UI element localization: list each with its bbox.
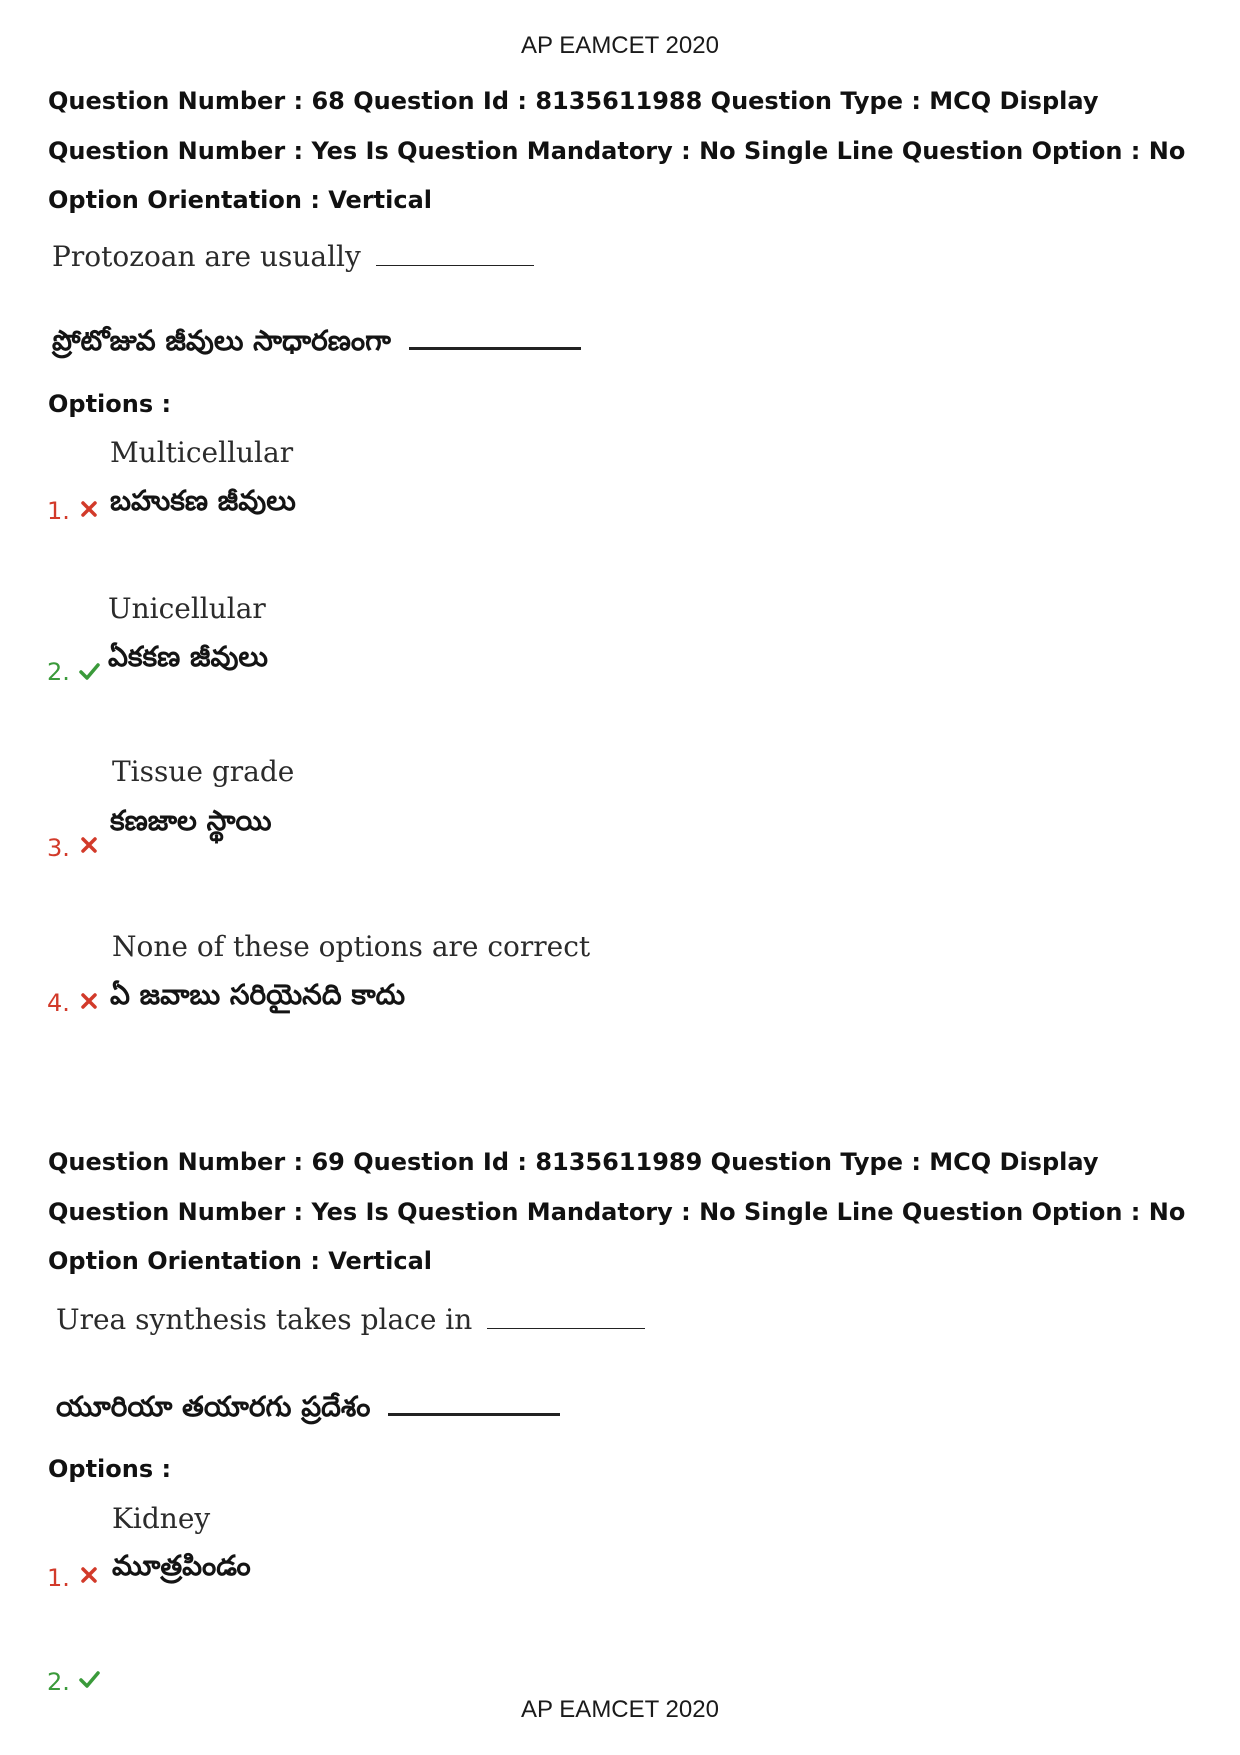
option-text-en: None of these options are correct bbox=[112, 930, 591, 963]
question-meta: Question Number : 68 Question Id : 8135611988 Question Type : MCQ Display Question Number : Yes Is Question Mandatory : No Single Line Question Option : No Option Orientation : Vertical bbox=[48, 87, 1186, 214]
question-text-te-label: ప్రోటోజువ జీవులు సాధారణంగా bbox=[52, 324, 391, 357]
question-meta: Question Number : 69 Question Id : 8135611989 Question Type : MCQ Display Question Number : Yes Is Question Mandatory : No Single Line Question Option : No Option Orientation : Vertical bbox=[48, 1148, 1186, 1275]
option-text-te: బహుకణ జీవులు bbox=[110, 484, 296, 517]
page-footer: AP EAMCET 2020 bbox=[521, 1696, 719, 1723]
option-number: 3. bbox=[47, 834, 70, 862]
option-number: 1. bbox=[47, 497, 70, 525]
question-text-en-label: Protozoan are usually bbox=[52, 240, 361, 273]
option-text-te: ఏ జవాబు సరియైనది కాదు bbox=[110, 978, 406, 1011]
option-text-en: Unicellular bbox=[108, 592, 266, 625]
question-text-te bbox=[52, 324, 581, 364]
option-text-te: మూత్రపిండం bbox=[112, 1549, 251, 1582]
question-text-en bbox=[56, 1303, 645, 1336]
check-icon bbox=[78, 660, 100, 682]
question-text-te-label: యూరియా తయారగు ప్రదేశం bbox=[56, 1390, 371, 1423]
question-text-en-label: Urea synthesis takes place in bbox=[56, 1303, 473, 1336]
options-label: Options : bbox=[48, 1455, 172, 1483]
answer-blank bbox=[409, 343, 581, 350]
option-text-te: ఏకకణ జీవులు bbox=[108, 640, 268, 673]
cross-icon bbox=[78, 834, 100, 856]
option-number: 4. bbox=[47, 989, 70, 1017]
question-text-en bbox=[52, 240, 534, 273]
cross-icon bbox=[78, 990, 100, 1012]
option-number: 2. bbox=[47, 658, 70, 686]
check-icon bbox=[78, 1668, 100, 1690]
option-number: 2. bbox=[47, 1668, 70, 1696]
cross-icon bbox=[78, 498, 100, 520]
options-label: Options : bbox=[48, 390, 172, 418]
option-text-en: Tissue grade bbox=[112, 755, 295, 788]
option-text-en: Kidney bbox=[112, 1502, 211, 1535]
answer-blank bbox=[487, 1324, 645, 1329]
page-header: AP EAMCET 2020 bbox=[521, 32, 719, 59]
question-text-te bbox=[56, 1390, 560, 1430]
option-text-en: Multicellular bbox=[110, 436, 294, 469]
option-text-te: కణజాల స్థాయి bbox=[110, 804, 272, 837]
answer-blank bbox=[388, 1409, 560, 1416]
answer-blank bbox=[376, 261, 534, 266]
cross-icon bbox=[78, 1564, 100, 1586]
option-number: 1. bbox=[47, 1564, 70, 1592]
